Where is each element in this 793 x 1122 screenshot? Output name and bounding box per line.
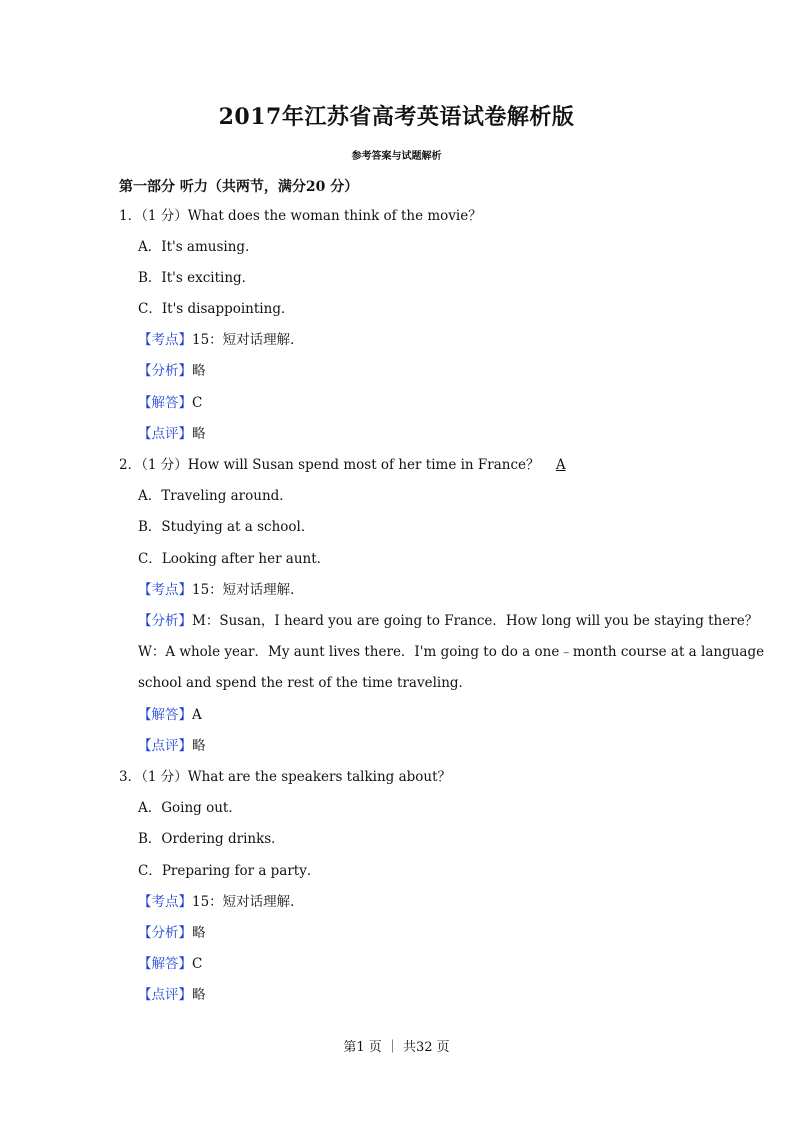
jieda-text: C	[192, 395, 203, 411]
question-stem	[119, 456, 578, 474]
kaodian-line	[138, 893, 304, 911]
question-stem: 1．（1 分）What does the woman think of the movie？	[119, 208, 482, 224]
option: C．Looking after her aunt．	[138, 551, 331, 567]
jieda-text: A	[192, 707, 202, 723]
section-heading: 第一部分 听力（共两节，满分20 分）	[119, 179, 359, 195]
fenxi-line	[138, 612, 758, 630]
option: B．It's exciting．	[138, 270, 256, 286]
dianping-line	[138, 986, 206, 1004]
dianping-tag: 【点评】	[138, 987, 192, 1003]
kaodian-line	[138, 581, 304, 599]
fenxi-line	[138, 362, 206, 380]
dianping-tag: 【点评】	[138, 738, 192, 754]
dianping-text: 略	[192, 987, 206, 1003]
fenxi-text: W：A whole year．My aunt lives there．I'm going to do a one﹣month course at a language	[138, 644, 765, 660]
question-stem: 3．（1 分）What are the speakers talking about？	[119, 769, 452, 785]
document-title: 2017年江苏省高考英语试卷解析版	[218, 104, 575, 130]
fenxi-tag: 【分析】	[138, 613, 192, 629]
fenxi-text: 略	[192, 925, 206, 941]
dianping-text: 略	[192, 426, 206, 442]
fenxi-text: 略	[192, 363, 206, 379]
option: A．Traveling around．	[138, 488, 293, 504]
dianping-text: 略	[192, 738, 206, 754]
page-footer: 第1 页 ｜ 共32 页	[343, 1040, 450, 1055]
kaodian-tag: 【考点】	[138, 894, 192, 910]
jieda-line	[138, 706, 202, 724]
option: B．Studying at a school．	[138, 519, 315, 535]
kaodian-tag: 【考点】	[138, 582, 192, 598]
kaodian-text: 15：短对话理解．	[192, 332, 304, 348]
option: A．It's amusing．	[138, 239, 259, 255]
kaodian-line	[138, 331, 304, 349]
dianping-line	[138, 737, 206, 755]
fenxi-text: school and spend the rest of the time traveling．	[138, 675, 473, 691]
jieda-line	[138, 394, 202, 412]
kaodian-tag: 【考点】	[138, 332, 192, 348]
fenxi-tag: 【分析】	[138, 363, 192, 379]
jieda-tag: 【解答】	[138, 707, 192, 723]
question-stem-text: 2．（1 分）How will Susan spend most of her time in France？	[119, 457, 540, 473]
answer-blank: A	[555, 457, 566, 473]
kaodian-text: 15：短对话理解．	[192, 582, 304, 598]
kaodian-text: 15：短对话理解．	[192, 894, 304, 910]
jieda-text: C	[192, 956, 203, 972]
fenxi-line	[138, 924, 206, 942]
fenxi-text: M：Susan，I heard you are going to France．How long will you be staying there？	[192, 613, 759, 629]
option: C．Preparing for a party．	[138, 863, 321, 879]
jieda-line	[138, 955, 202, 973]
jieda-tag: 【解答】	[138, 956, 192, 972]
option: B．Ordering drinks．	[138, 831, 285, 847]
fenxi-tag: 【分析】	[138, 925, 192, 941]
dianping-line	[138, 425, 206, 443]
option: C．It's disappointing．	[138, 301, 295, 317]
dianping-tag: 【点评】	[138, 426, 192, 442]
jieda-tag: 【解答】	[138, 395, 192, 411]
document-subtitle: 参考答案与试题解析	[351, 151, 442, 162]
option: A．Going out．	[138, 800, 242, 816]
